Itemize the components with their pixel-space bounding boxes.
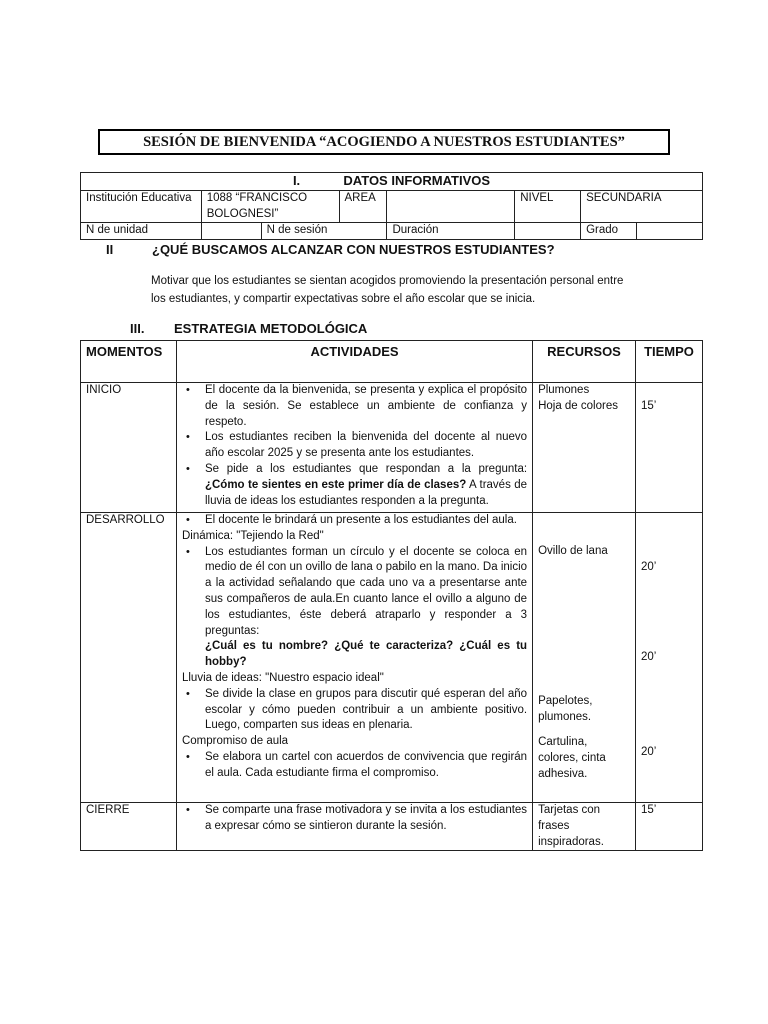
estrategia-table [80,340,703,851]
inicio-activity-3 [182,462,527,509]
desarrollo-tiempo-3: 20’ [640,745,657,758]
momento-cierre: CIERRE [81,803,177,851]
desarrollo-activity-2 [182,545,527,671]
institucion-value: 1088 “FRANCISCO BOLOGNESI” [201,191,339,223]
datos-heading [81,173,703,191]
institucion-label: Institución Educativa [81,191,202,223]
area-label: AREA [339,191,387,223]
section3-num: III. [130,321,145,336]
sesion-label: N de sesión [261,223,387,240]
inicio-activity-3-post: A través de lluvia de ideas los estudiantes responden a la pregunta. [204,478,528,507]
inicio-recurso-1: Plumones [538,384,590,396]
dinamica-label: Dinámica: "Tejiendo la Red" [181,529,324,542]
momento-desarrollo: DESARROLLO [81,513,177,803]
compromiso-label: Compromiso de aula [181,735,289,748]
section2-num: II [106,242,114,257]
datos-heading-num: I. [292,173,301,188]
lluvia-label: Lluvia de ideas: "Nuestro espacio ideal" [181,671,384,684]
desarrollo-recurso-1: Ovillo de lana [538,545,608,557]
row-desarrollo [81,513,703,803]
inicio-tiempo: 15’ [640,400,657,412]
objective-line-2: los estudiantes, y compartir expectativas sobre el año escolar que se inicia. [151,293,536,305]
desarrollo-recurso-2: Papelotes, plumones. [538,694,593,723]
inicio-question: ¿Cómo te sientes en este primer día de clases? [204,478,467,491]
duracion-value [515,223,581,240]
cierre-tiempo: 15’ [640,804,657,816]
desarrollo-tiempo-2: 20’ [640,650,657,663]
objective-line-1: Motivar que los estudiantes se sientan acogidos promoviendo la presentación personal entre [151,275,624,287]
grado-value [637,223,703,240]
session-title: SESIÓN DE BIENVENIDA “ACOGIENDO A NUESTROS ESTUDIANTES” [98,129,670,155]
inicio-recurso-2: Hoja de colores [538,399,618,412]
desarrollo-questions: ¿Cuál es tu nombre? ¿Qué te caracteriza? ¿Cuál es tu hobby? [204,640,528,669]
desarrollo-recurso-3: Cartulina, colores, cinta adhesiva. [538,736,606,780]
inicio-activity-3-pre: Se pide a los estudiantes que respondan a la pregunta: [204,462,528,475]
desarrollo-activity-1: • El docente le brindará un presente a los estudiantes del aula. [182,513,527,529]
unidad-label: N de unidad [81,223,202,240]
unidad-value [201,223,261,240]
header-actividades: ACTIVIDADES [176,341,532,383]
datos-heading-text: DATOS INFORMATIVOS [343,173,491,188]
duracion-label: Duración [387,223,515,240]
momento-inicio: INICIO [81,383,177,513]
row-cierre [81,803,703,851]
datos-informativos-table [80,172,703,240]
section3-title: ESTRATEGIA METODOLÓGICA [174,321,368,336]
area-value [387,191,515,223]
header-recursos: RECURSOS [533,341,636,383]
header-tiempo: TIEMPO [635,341,702,383]
nivel-value: SECUNDARIA [581,191,703,223]
section2-title: ¿QUÉ BUSCAMOS ALCANZAR CON NUESTROS ESTUDIANTES? [152,242,555,257]
inicio-activity-1: • El docente da la bienvenida, se presenta y explica el propósito de la sesión. Se establece un ambiente de confianza y respeto. [182,383,527,430]
nivel-label: NIVEL [515,191,581,223]
desarrollo-tiempo-1: 20’ [640,561,657,573]
row-inicio [81,383,703,513]
cierre-recurso-1: Tarjetas con frases inspiradoras. [538,804,604,848]
cierre-activity-1: • Se comparte una frase motivadora y se invita a los estudiantes a expresar cómo se sintieron durante la sesión. [182,803,527,835]
grado-label: Grado [581,223,637,240]
inicio-activity-2: • Los estudiantes reciben la bienvenida del docente al nuevo año escolar 2025 y se presenta ante los estudiantes. [182,430,527,462]
desarrollo-activity-3: • Se divide la clase en grupos para discutir qué esperan del año escolar y cómo pueden contribuir a un ambiente positivo. Luego, comparten sus ideas en plenaria. [182,687,527,734]
desarrollo-activity-2-text: Los estudiantes forman un círculo y el docente se coloca en medio de él con un ovillo de lana o pabilo en la mano. Da inicio a la actividad señalando que cada uno va a presentarse ante sus compañeros de aula.En cuanto lance el ovillo a alguno de los estudiantes, éste deberá atraparlo y responder a 3 preguntas: [204,545,528,637]
desarrollo-activity-4: • Se elabora un cartel con acuerdos de convivencia que regirán el aula. Cada estudiante firma el compromiso. [182,750,527,782]
header-momentos: MOMENTOS [81,341,177,383]
